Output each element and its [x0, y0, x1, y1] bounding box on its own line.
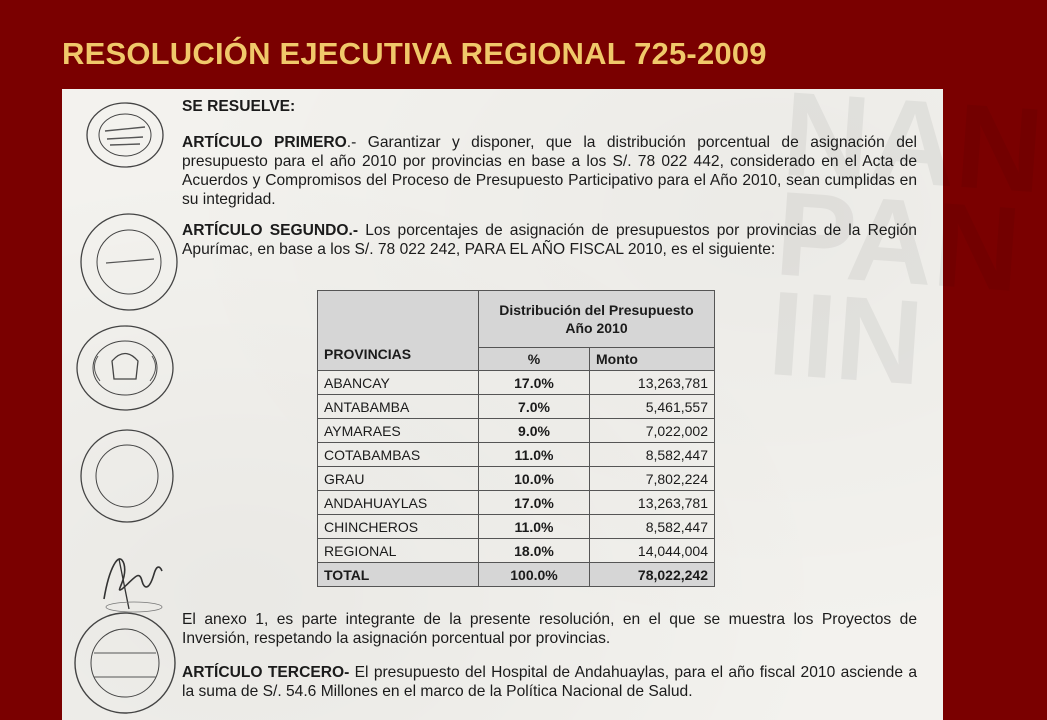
cell-provincia: ANDAHUAYLAS — [318, 491, 479, 515]
cell-pct: 9.0% — [479, 419, 590, 443]
cell-monto: 7,802,224 — [590, 467, 715, 491]
signature-icon — [84, 529, 184, 614]
header-provincias: PROVINCIAS — [318, 291, 479, 371]
cell-monto: 5,461,557 — [590, 395, 715, 419]
articulo-segundo-text: Los porcentajes de asignación de presupuestos por provincias de la Región Apurímac, en base a los S/. 78 022 242, PARA EL AÑO FISCAL 2010, es el siguiente: — [182, 222, 917, 258]
header-pct: % — [479, 348, 590, 371]
header-distribucion: Distribución del Presupuesto Año 2010 — [479, 291, 715, 348]
stamp-seal-icon — [80, 97, 170, 172]
budget-table-wrap — [317, 290, 715, 587]
stamp-5 — [70, 609, 180, 717]
table-row — [318, 395, 715, 419]
document-scan — [62, 66, 1047, 720]
cell-provincia: CHINCHEROS — [318, 515, 479, 539]
cell-pct: 18.0% — [479, 539, 590, 563]
total-label: TOTAL — [318, 563, 479, 587]
articulo-tercero — [182, 663, 917, 720]
se-resuelve-label: SE RESUELVE: — [182, 98, 296, 115]
watermark: NAN PAN IIN — [764, 66, 1047, 411]
stamp-1 — [80, 97, 170, 172]
table-header-row — [318, 291, 715, 348]
articulo-primero-text: .- Garantizar y disponer, que la distribución porcentual de asignación del presupuesto para el año 2010 por provincias en base a los S/. 78 022 442, considerado en el Acta de Acuerdos y Compromisos del Proceso de Presupuesto Participativo para el Año 2010, sean cumplidas en su integridad. — [182, 134, 917, 208]
table-row — [318, 491, 715, 515]
stamp-4 — [72, 426, 182, 526]
articulo-primero-label: ARTÍCULO PRIMERO — [182, 134, 347, 151]
cell-provincia: ANTABAMBA — [318, 395, 479, 419]
cell-pct: 11.0% — [479, 443, 590, 467]
cell-monto: 14,044,004 — [590, 539, 715, 563]
articulo-segundo-label: ARTÍCULO SEGUNDO.- — [182, 222, 359, 239]
table-row — [318, 419, 715, 443]
cell-pct: 10.0% — [479, 467, 590, 491]
cell-provincia: COTABAMBAS — [318, 443, 479, 467]
cell-monto: 8,582,447 — [590, 515, 715, 539]
budget-rows — [318, 371, 715, 563]
cell-pct: 7.0% — [479, 395, 590, 419]
cell-provincia: GRAU — [318, 467, 479, 491]
se-resuelve — [182, 97, 917, 116]
stamp-3 — [70, 321, 180, 416]
budget-table — [317, 290, 715, 587]
articulo-tercero-text: El presupuesto del Hospital de Andahuaylas, para el año fiscal 2010 asciende a la suma de S/. 54.6 Millones en el marco de la Política Nacional de Salud. — [182, 664, 917, 700]
header-monto: Monto — [590, 348, 715, 371]
cell-provincia: AYMARAES — [318, 419, 479, 443]
cell-monto: 7,022,002 — [590, 419, 715, 443]
stamp-2 — [74, 207, 184, 317]
articulo-tercero-label: ARTÍCULO TERCERO- — [182, 664, 350, 681]
stamp-seal-icon — [70, 321, 180, 416]
table-total-row — [318, 563, 715, 587]
cell-monto: 13,263,781 — [590, 371, 715, 395]
table-row — [318, 515, 715, 539]
table-row — [318, 539, 715, 563]
slide-title: RESOLUCIÓN EJECUTIVA REGIONAL 725-2009 — [62, 36, 767, 71]
cell-pct: 17.0% — [479, 491, 590, 515]
stamp-seal-icon — [70, 609, 180, 717]
anexo-text: El anexo 1, es parte integrante de la presente resolución, en el que se muestra los Proyectos de Inversión, respetando la asignación porcentual por provincias. — [182, 611, 917, 647]
cell-provincia: ABANCAY — [318, 371, 479, 395]
table-row — [318, 467, 715, 491]
cell-monto: 13,263,781 — [590, 491, 715, 515]
cell-pct: 11.0% — [479, 515, 590, 539]
total-pct: 100.0% — [479, 563, 590, 587]
stamp-seal-icon — [74, 207, 184, 317]
articulo-primero — [182, 133, 917, 213]
articulo-segundo — [182, 221, 917, 281]
table-row — [318, 443, 715, 467]
cell-provincia: REGIONAL — [318, 539, 479, 563]
table-row — [318, 371, 715, 395]
anexo-paragraph — [182, 610, 917, 650]
total-monto: 78,022,242 — [590, 563, 715, 587]
cell-monto: 8,582,447 — [590, 443, 715, 467]
stamp-seal-icon — [72, 426, 182, 526]
signature — [84, 529, 184, 614]
cell-pct: 17.0% — [479, 371, 590, 395]
